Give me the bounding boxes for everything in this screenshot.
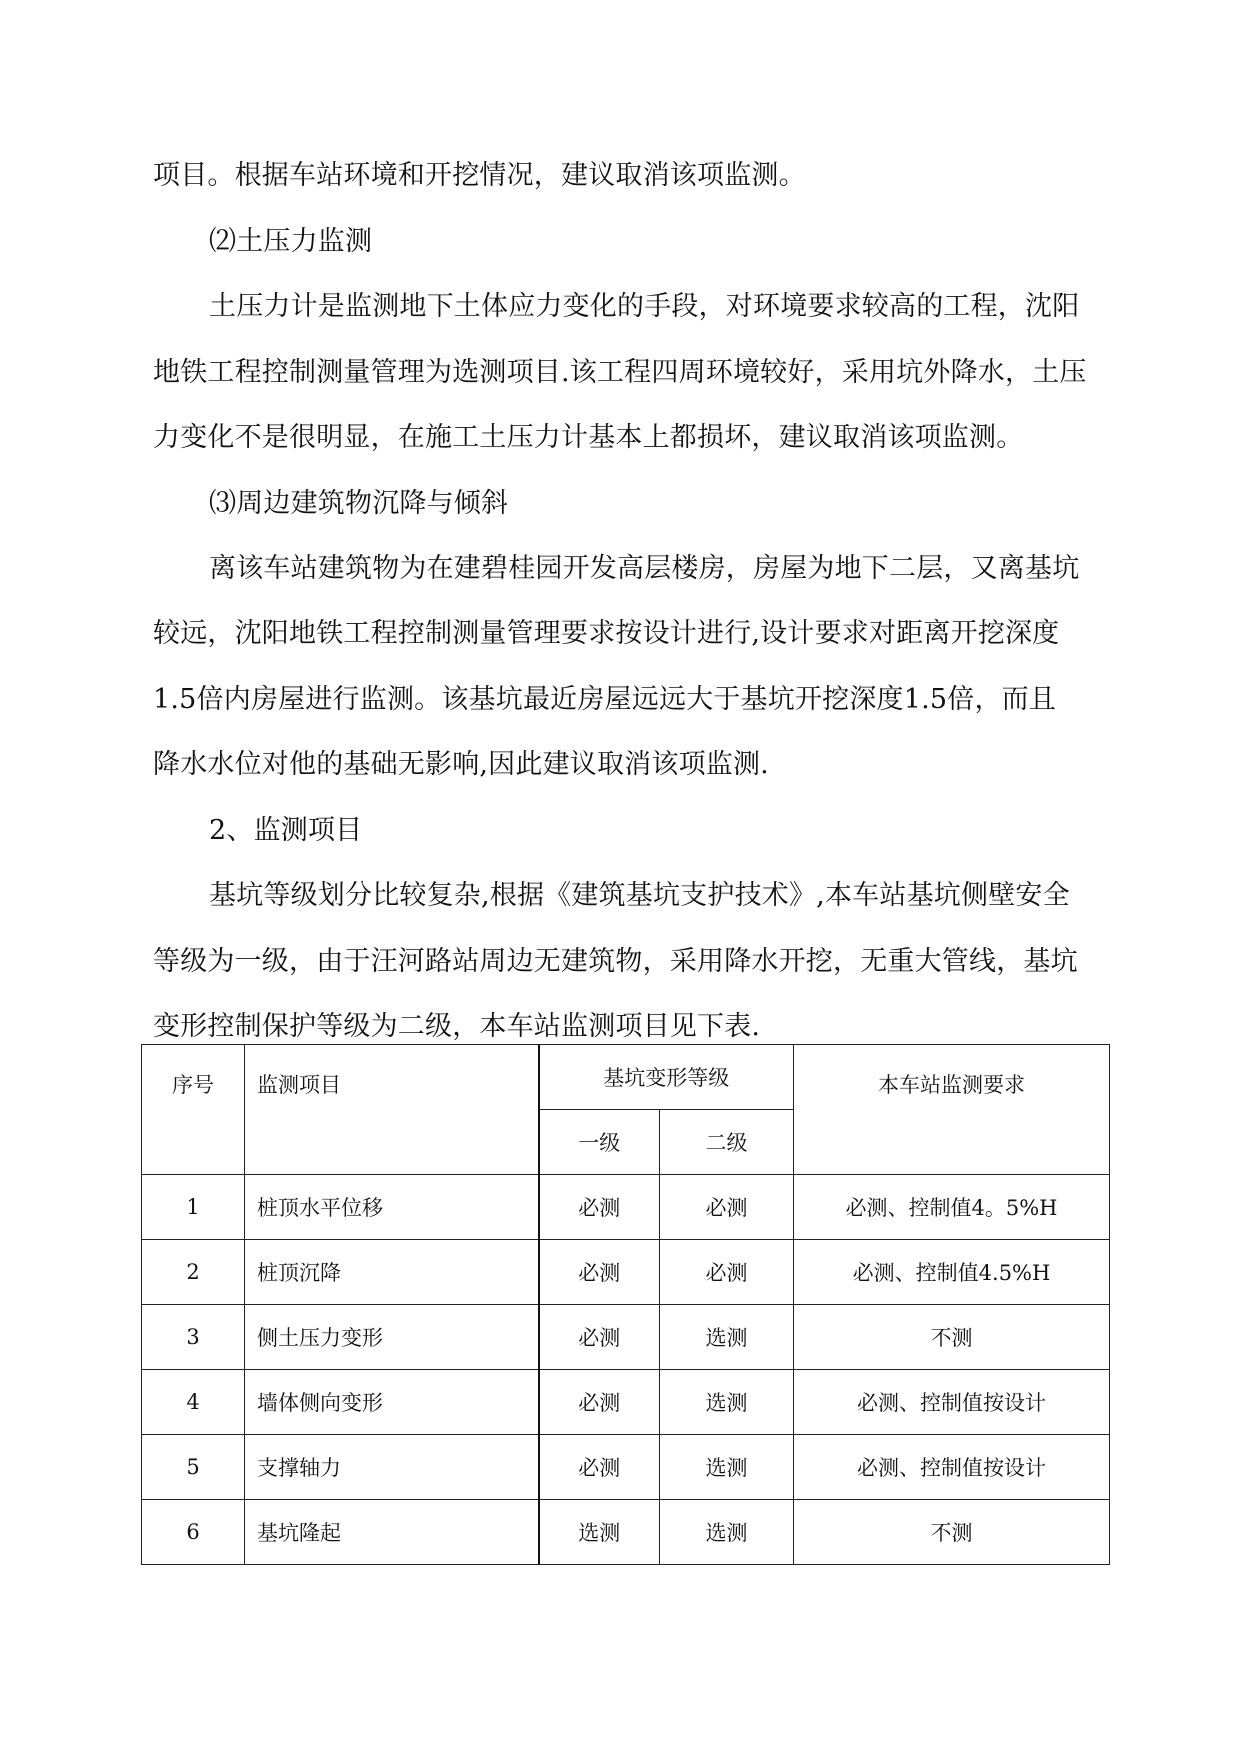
cell-item: 基坑隆起 [245, 1500, 539, 1565]
table-row [142, 1435, 1110, 1500]
cell-requirement: 必测、控制值按设计 [794, 1370, 1110, 1435]
header-grade2: 二级 [660, 1110, 794, 1175]
paragraph-line: 地铁工程控制测量管理为选测项目.该工程四周环境较好，采用坑外降水，土压 [153, 357, 1087, 388]
cell-index: 2 [142, 1240, 245, 1305]
table-row [142, 1370, 1110, 1435]
paragraph-line: 基坑等级划分比较复杂,根据《建筑基坑支护技术》,本车站基坑侧壁安全 [209, 880, 1070, 911]
header-grade-group: 基坑变形等级 [539, 1045, 794, 1110]
table-row [142, 1305, 1110, 1370]
paragraph-line: 项目。根据车站环境和开挖情况，建议取消该项监测。 [153, 160, 806, 191]
cell-requirement: 不测 [794, 1305, 1110, 1370]
cell-index: 3 [142, 1305, 245, 1370]
header-item: 监测项目 [245, 1045, 539, 1175]
section-heading: ⑵土压力监测 [209, 226, 373, 257]
section-heading: ⑶周边建筑物沉降与倾斜 [209, 488, 509, 519]
paragraph-line: 等级为一级，由于汪河路站周边无建筑物，采用降水开挖，无重大管线，基坑 [153, 946, 1078, 977]
monitoring-items-table [141, 1044, 1110, 1565]
table-row [142, 1240, 1110, 1305]
cell-grade1: 必测 [539, 1305, 660, 1370]
cell-item: 支撑轴力 [245, 1435, 539, 1500]
table-row [142, 1175, 1110, 1240]
cell-item: 墙体侧向变形 [245, 1370, 539, 1435]
paragraph-line: 1.5倍内房屋进行监测。该基坑最近房屋远远大于基坑开挖深度1.5倍，而且 [153, 684, 1057, 715]
paragraph-line: 离该车站建筑物为在建碧桂园开发高层楼房，房屋为地下二层，又离基坑 [209, 553, 1080, 584]
paragraph-line: 较远，沈阳地铁工程控制测量管理要求按设计进行,设计要求对距离开挖深度 [153, 618, 1060, 649]
cell-item: 桩顶沉降 [245, 1240, 539, 1305]
section-heading: 2、监测项目 [209, 815, 363, 846]
cell-grade1: 必测 [539, 1175, 660, 1240]
cell-grade1: 必测 [539, 1240, 660, 1305]
cell-grade2: 选测 [660, 1370, 794, 1435]
cell-requirement: 必测、控制值按设计 [794, 1435, 1110, 1500]
paragraph-line: 降水水位对他的基础无影响,因此建议取消该项监测. [153, 749, 769, 780]
cell-requirement: 不测 [794, 1500, 1110, 1565]
cell-item: 桩顶水平位移 [245, 1175, 539, 1240]
cell-index: 1 [142, 1175, 245, 1240]
header-index: 序号 [142, 1045, 245, 1175]
cell-grade2: 必测 [660, 1175, 794, 1240]
table-header-row [142, 1045, 1110, 1110]
cell-requirement: 必测、控制值4。5%H [794, 1175, 1110, 1240]
cell-index: 5 [142, 1435, 245, 1500]
cell-grade2: 必测 [660, 1240, 794, 1305]
cell-index: 6 [142, 1500, 245, 1565]
cell-item: 侧土压力变形 [245, 1305, 539, 1370]
table-row [142, 1500, 1110, 1565]
paragraph-line: 力变化不是很明显，在施工土压力计基本上都损坏，建议取消该项监测。 [153, 422, 1024, 453]
header-requirement: 本车站监测要求 [794, 1045, 1110, 1175]
cell-grade1: 必测 [539, 1435, 660, 1500]
cell-grade1: 必测 [539, 1370, 660, 1435]
cell-grade2: 选测 [660, 1500, 794, 1565]
header-grade1: 一级 [539, 1110, 660, 1175]
cell-index: 4 [142, 1370, 245, 1435]
cell-grade2: 选测 [660, 1435, 794, 1500]
paragraph-line: 土压力计是监测地下土体应力变化的手段，对环境要求较高的工程，沈阳 [209, 291, 1080, 322]
cell-grade1: 选测 [539, 1500, 660, 1565]
cell-requirement: 必测、控制值4.5%H [794, 1240, 1110, 1305]
paragraph-line: 变形控制保护等级为二级，本车站监测项目见下表. [153, 1011, 761, 1042]
cell-grade2: 选测 [660, 1305, 794, 1370]
